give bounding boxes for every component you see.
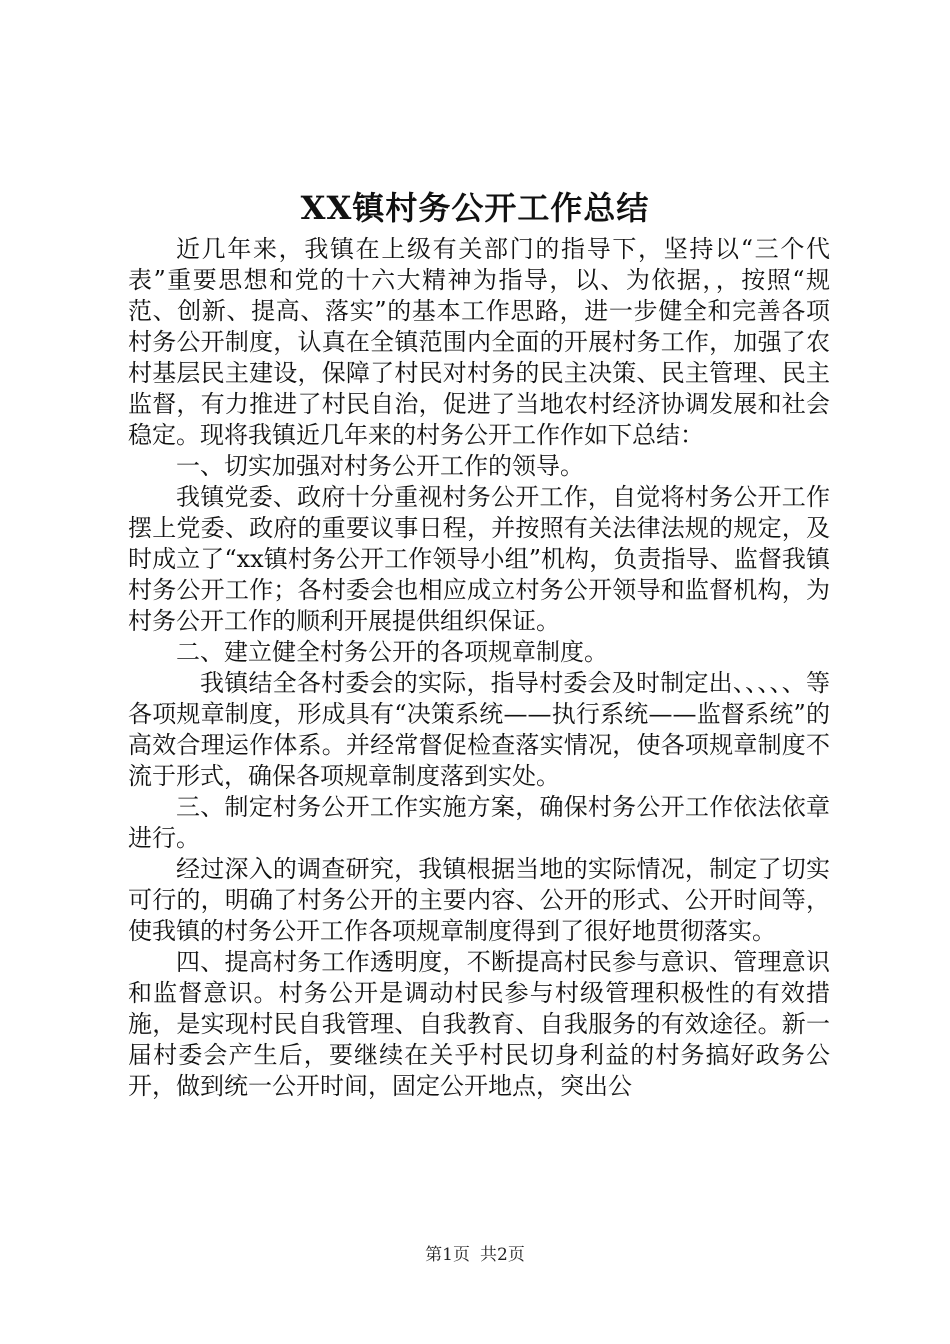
section-heading-1: 一、切实加强对村务公开工作的领导。	[176, 452, 584, 480]
page-title: XX镇村务公开工作总结	[300, 189, 650, 227]
page-number: 第1页	[425, 1245, 470, 1265]
section-heading-2: 二、建立健全村务公开的各项规章制度。	[176, 638, 608, 666]
document-body	[128, 234, 830, 1102]
page-footer	[0, 1243, 950, 1267]
section-heading-3: 三、制定村务公开工作实施方案，确保村务公开工作依法依章进行。	[128, 793, 830, 852]
page-total: 共2页	[480, 1245, 525, 1265]
paragraph-section-2: 我镇结全各村委会的实际，指导村委会及时制定出、、、、、等各项规章制度，形成具有“决策系统——执行系统——监督系统”的高效合理运作体系。并经常督促检查落实情况，使各项规章制度不流于形式，确保各项规章制度落到实处。	[128, 669, 830, 790]
paragraph-section-3: 经过深入的调查研究，我镇根据当地的实际情况，制定了切实可行的，明确了村务公开的主要内容、公开的形式、公开时间等，使我镇的村务公开工作各项规章制度得到了很好地贯彻落实。	[128, 855, 830, 945]
paragraph-section-4: 四、提高村务工作透明度，不断提高村民参与意识、管理意识和监督意识。村务公开是调动村民参与村级管理积极性的有效措施，是实现村民自我管理、自我教育、自我服务的有效途径。新一届村委会产生后，要继续在关乎村民切身利益的村务搞好政务公开，做到统一公开时间，固定公开地点，突出公	[128, 948, 830, 1100]
paragraph-intro: 近几年来，我镇在上级有关部门的指导下，坚持以“三个代表”重要思想和党的十六大精神为指导，以、为依据，，按照“规范、创新、提高、落实”的基本工作思路，进一步健全和完善各项村务公开制度，认真在全镇范围内全面的开展村务工作，加强了农村基层民主建设，保障了村民对村务的民主决策、民主管理、民主监督，有力推进了村民自治，促进了当地农村经济协调发展和社会稳定。现将我镇近几年来的村务公开工作作如下总结：	[128, 235, 830, 449]
paragraph-section-1: 我镇党委、政府十分重视村务公开工作，自觉将村务公开工作摆上党委、政府的重要议事日程，并按照有关法律法规的规定，及时成立了“xx镇村务公开工作领导小组”机构，负责指导、监督我镇村务公开工作；各村委会也相应成立村务公开领导和监督机构，为村务公开工作的顺利开展提供组织保证。	[128, 483, 830, 635]
